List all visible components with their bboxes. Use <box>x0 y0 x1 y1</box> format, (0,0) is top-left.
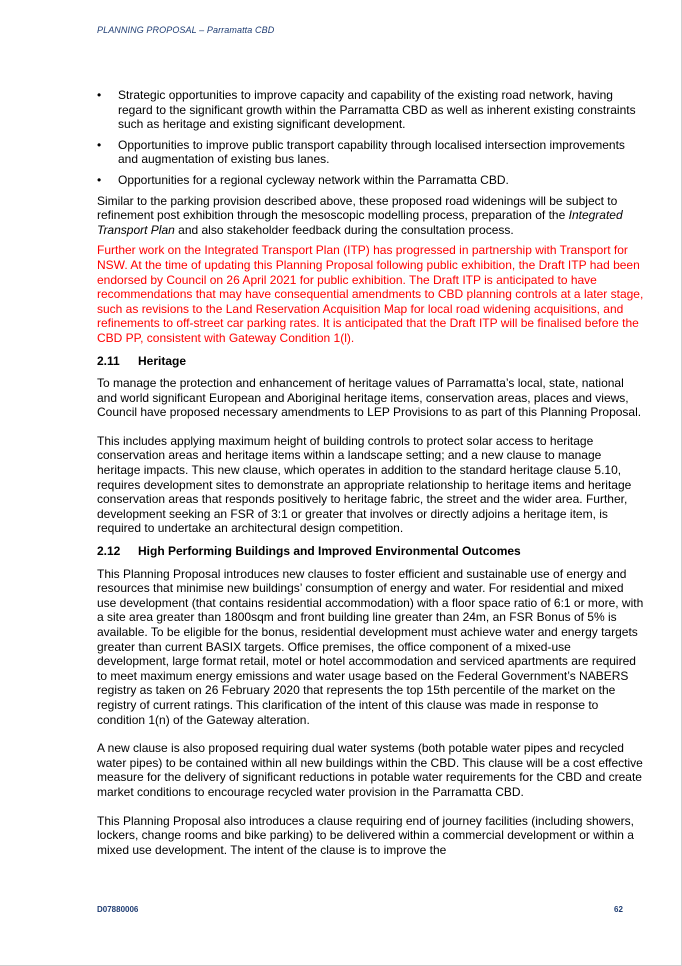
paragraph-itp-update: Further work on the Integrated Transport Plan (ITP) has progressed in partnership with Transport for NSW. At the time of updating this Planning Proposal following public exhibition, the Draft ITP had been endorsed by Council on 26 April 2021 for public exhibition. The Draft ITP is anticipated to have recommendations that may have consequential amendments to CBD planning controls at a later stage, such as revisions to the Land Reservation Acquisition Map for local road widening acquisitions, and refinements to off-street car parking rates. It is anticipated that the Draft ITP will be finalised before the CBD PP, consistent with Gateway Condition 1(l). <box>97 243 644 345</box>
running-header: PLANNING PROPOSAL – Parramatta CBD <box>97 25 275 35</box>
section-heading-high-performing <box>97 544 645 559</box>
footer-page-number: 62 <box>614 905 623 914</box>
section-number: 2.11 <box>97 353 120 368</box>
bullet-item-public-transport: • Opportunities to improve public transport capability through localised intersection improvements and augmentation of existing bus lanes. <box>97 138 645 167</box>
paragraph-road-widenings-text-b: and also stakeholder feedback during the consultation process. <box>174 222 514 237</box>
bullet-item-road-network: • Strategic opportunities to improve capacity and capability of the existing road network, having regard to the significant growth within the Parramatta CBD as well as inherent existing constraints such as heritage and existing significant development. <box>97 88 645 132</box>
integrated-transport-plan-title: Integrated Transport Plan <box>97 208 623 237</box>
paragraph-heritage-controls: This includes applying maximum height of building controls to protect solar access to heritage conservation areas and heritage items within a landscape setting; and a new clause to manage heritage impacts. This new clause, which operates in addition to the standard heritage clause 5.10, requires development sites to demonstrate an appropriate relationship to heritage items and heritage conservation areas that responds positively to heritage fabric, the street and the wider area. Further, development seeking an FSR of 3:1 or greater that involves or directly adjoins a heritage item, is required to undertake an architectural design competition. <box>97 433 632 536</box>
paragraph-end-of-journey: This Planning Proposal also introduces a clause requiring end of journey facilities (including showers, lockers, change rooms and bike parking) to be delivered within a commercial development or within a mixed use development. The intent of the clause is to improve the <box>97 813 634 857</box>
bullet-list <box>97 88 645 188</box>
section-title: Heritage <box>138 353 187 368</box>
paragraph-road-widenings-text-a: Similar to the parking provision described above, these proposed road widenings will be subject to refinement post exhibition through the mesoscopic modelling process, preparation of the <box>97 193 618 223</box>
page-content <box>97 88 645 863</box>
footer-document-id: D07880006 <box>97 905 139 914</box>
paragraph-energy-water: This Planning Proposal introduces new clauses to foster efficient and sustainable use of energy and resources that minimise new buildings’ consumption of energy and water. For residential and mixed use development (that contains residential accommodation) with a floor space ratio of 6:1 or more, with a site area greater than 1800sqm and front building line greater than 24m, an FSR Bonus of 5% is available. To be eligible for the bonus, residential development must achieve water and energy targets greater than current BASIX targets. Office premises, the office component of a mixed-use development, large format retail, motel or hotel accommodation and serviced apartments are required to meet maximum energy emissions and water usage based on the Federal Government’s NABERS registry as taken on 26 February 2020 that represents the top 15th percentile of the market on the registry of current ratings. This clarification of the intent of this clause was made in response to condition 1(n) of the Gateway alteration. <box>97 566 644 727</box>
paragraph-heritage-intro: To manage the protection and enhancement of heritage values of Parramatta’s local, state, national and world significant European and Aboriginal heritage items, conservation areas, places and views, Council have proposed necessary amendments to LEP Provisions to as part of this Planning Proposal. <box>97 376 642 420</box>
section-title: High Performing Buildings and Improved Environmental Outcomes <box>138 544 521 559</box>
section-number: 2.12 <box>97 544 121 559</box>
paragraph-road-widenings <box>97 194 645 238</box>
section-heading-heritage <box>97 354 645 369</box>
paragraph-dual-water: A new clause is also proposed requiring dual water systems (both potable water pipes and recycled water pipes) to be contained within all new buildings within the CBD. This clause will be a cost effective measure for the delivery of significant reductions in potable water requirements for the CBD and create market conditions to encourage recycled water provision in the Parramatta CBD. <box>97 741 643 799</box>
bullet-item-cycleway: • Opportunities for a regional cycleway network within the Parramatta CBD. <box>97 173 645 188</box>
